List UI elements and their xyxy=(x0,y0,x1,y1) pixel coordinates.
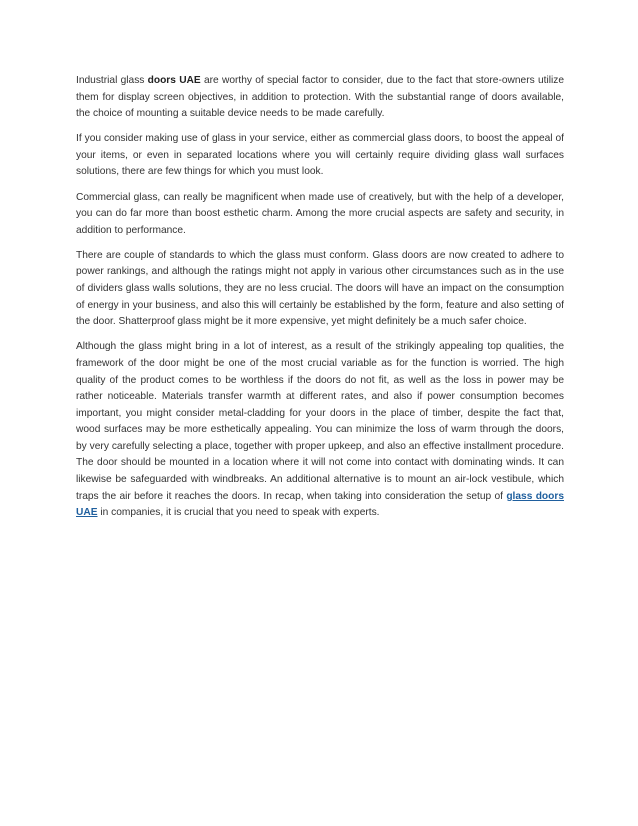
paragraph-5-end: in companies, it is crucial that you need to speak with experts. xyxy=(97,507,380,519)
paragraph-5 xyxy=(76,339,564,522)
paragraph-2: If you consider making use of glass in your service, either as commercial glass doors, to boost the appeal of your items, or even in separated locations where you will certainly require dividing glass wall surfaces solutions, there are few things for which you must look. xyxy=(76,133,564,178)
paragraph-1-intro: Industrial glass xyxy=(76,75,148,86)
paragraph-3: Commercial glass, can really be magnificent when made use of creatively, but with the help of a developer, you can do far more than boost esthetic charm. Among the more crucial aspects are safety and security, in addition to performance. xyxy=(76,191,564,236)
paragraph-4: There are couple of standards to which the glass must conform. Glass doors are now created to adhere to power rankings, and although the ratings might not apply in various other circumstances such as in the use of dividers glass walls solutions, they are no less crucial. The doors will have an impact on the consumption of energy in your business, and also this will certainly be established by the form, feature and also setting of the door. Shatterproof glass might be it more expensive, yet might definitely be a much safer choice. xyxy=(76,249,564,328)
glass-doors-uae-link[interactable]: glass doors UAE xyxy=(76,490,564,519)
keyword-doors-uae: doors UAE xyxy=(147,75,201,86)
paragraph-1 xyxy=(76,73,564,123)
document-body xyxy=(76,73,564,530)
paragraph-1-rest: are worthy of special factor to consider, due to the fact that store-owners utilize them for display screen objectives, in addition to protection. With the substantial range of doors available, the choice of mounting a suitable device needs to be made carefully. xyxy=(76,75,565,120)
paragraph-5-body: Although the glass might bring in a lot of interest, as a result of the strikingly appealing top qualities, the framework of the door might be one of the most crucial variable as for the function is worried. The high quality of the product comes to be worthless if the doors do not fit, as well as the loss in power may be rather noticeable. Materials transfer warmth at different rates, and also if power consumption becomes important, you might consider metal-cladding for your doors in the place of timber, despite the fact that, wood surfaces may be more esthetically appealing. You can minimize the loss of warm through the doors, by very carefully selecting a place, together with proper upkeep, and also an effective installment procedure. The door should be mounted in a location where it will not come into contact with dominating winds. It can likewise be safeguarded with windbreaks. An additional alternative is to mount an air-lock vestibule, which traps the air before it reaches the doors. In recap, when taking into consideration the setup of xyxy=(76,341,564,502)
